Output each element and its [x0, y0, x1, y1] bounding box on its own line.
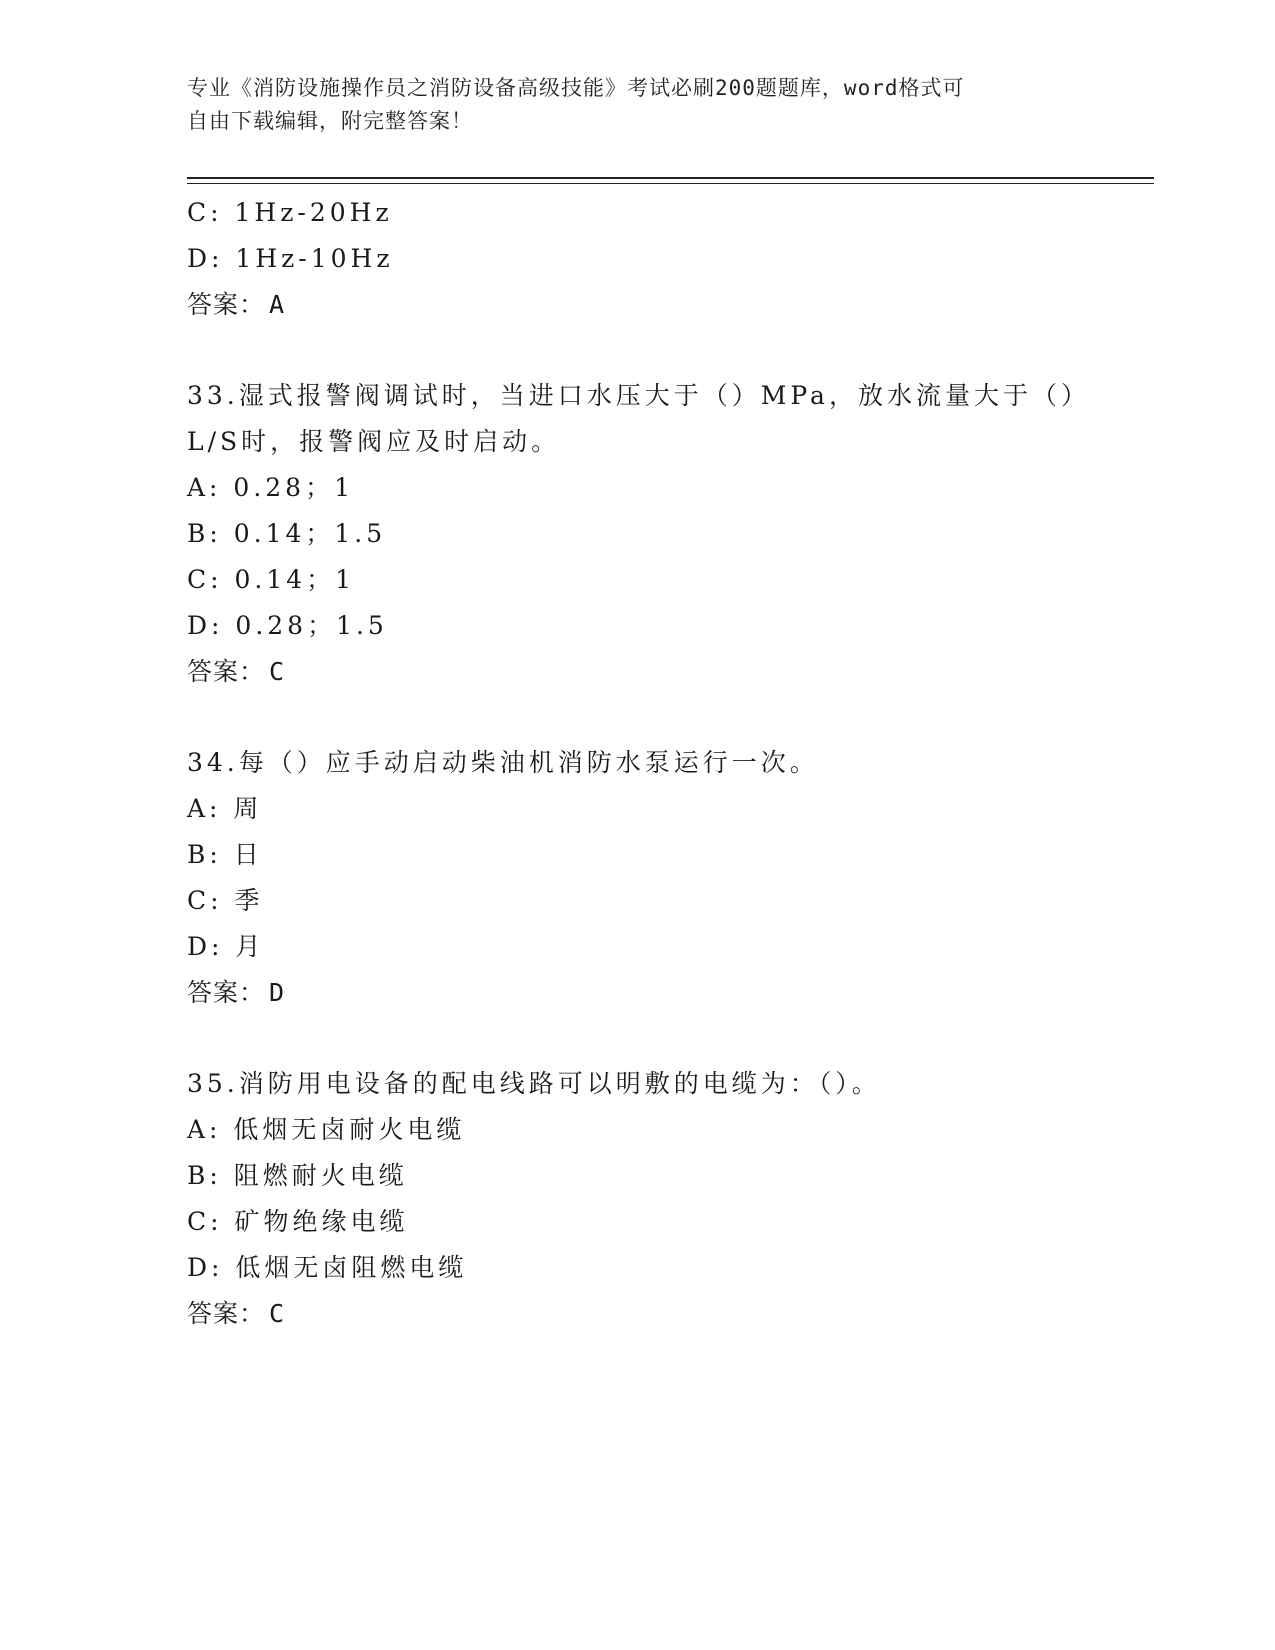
answer-line — [187, 1291, 1147, 1337]
option-a: A: 低烟无卤耐火电缆 — [187, 1115, 466, 1144]
option-b: B: 0.14；1.5 — [187, 519, 387, 548]
option-b: B: 日 — [187, 840, 263, 869]
option-d: D: 低烟无卤阻燃电缆 — [187, 1253, 468, 1282]
question-stem: 33.湿式报警阀调试时，当进口水压大于（）MPa，放水流量大于（） — [187, 381, 1090, 410]
question-block-34 — [187, 740, 1147, 1016]
option-b: B: 阻燃耐火电缆 — [187, 1161, 408, 1190]
document-header — [187, 72, 1087, 138]
answer-label: 答案： — [187, 290, 266, 319]
question-block-33 — [187, 373, 1147, 695]
option-d: D: 月 — [187, 932, 265, 961]
option-a: A: 周 — [187, 794, 263, 823]
header-line-2: 自由下载编辑，附完整答案！ — [187, 109, 473, 133]
header-divider-thick — [187, 177, 1154, 179]
answer-label: 答案： — [187, 978, 266, 1007]
question-stem-continued: L/S时，报警阀应及时启动。 — [187, 427, 561, 456]
option-a: A: 0.28；1 — [187, 473, 354, 502]
question-spacer — [187, 328, 1147, 373]
option-c: C: 0.14；1 — [187, 565, 356, 594]
option-c: C: 矿物绝缘电缆 — [187, 1207, 409, 1236]
answer-line — [187, 649, 1147, 695]
answer-value: C — [269, 657, 286, 686]
answer-label: 答案： — [187, 1299, 266, 1328]
option-c: C: 1Hz-20Hz — [187, 198, 393, 227]
answer-label: 答案： — [187, 657, 266, 686]
answer-value: A — [269, 290, 286, 319]
option-d: D: 1Hz-10Hz — [187, 244, 394, 273]
answer-value: C — [269, 1299, 286, 1328]
question-stem: 34.每（）应手动启动柴油机消防水泵运行一次。 — [187, 748, 819, 777]
question-spacer — [187, 695, 1147, 740]
question-block-35 — [187, 1061, 1147, 1337]
question-block-partial — [187, 190, 1147, 328]
answer-line — [187, 970, 1147, 1016]
question-spacer — [187, 1016, 1147, 1061]
question-stem: 35.消防用电设备的配电线路可以明敷的电缆为：（）。 — [187, 1069, 881, 1098]
question-list — [187, 190, 1147, 1337]
header-divider-thin — [187, 183, 1154, 184]
header-line-1: 专业《消防设施操作员之消防设备高级技能》考试必刷200题题库，word格式可 — [187, 76, 965, 100]
option-d: D: 0.28；1.5 — [187, 611, 388, 640]
option-c: C: 季 — [187, 886, 264, 915]
answer-line — [187, 282, 1147, 328]
answer-value: D — [269, 978, 286, 1007]
